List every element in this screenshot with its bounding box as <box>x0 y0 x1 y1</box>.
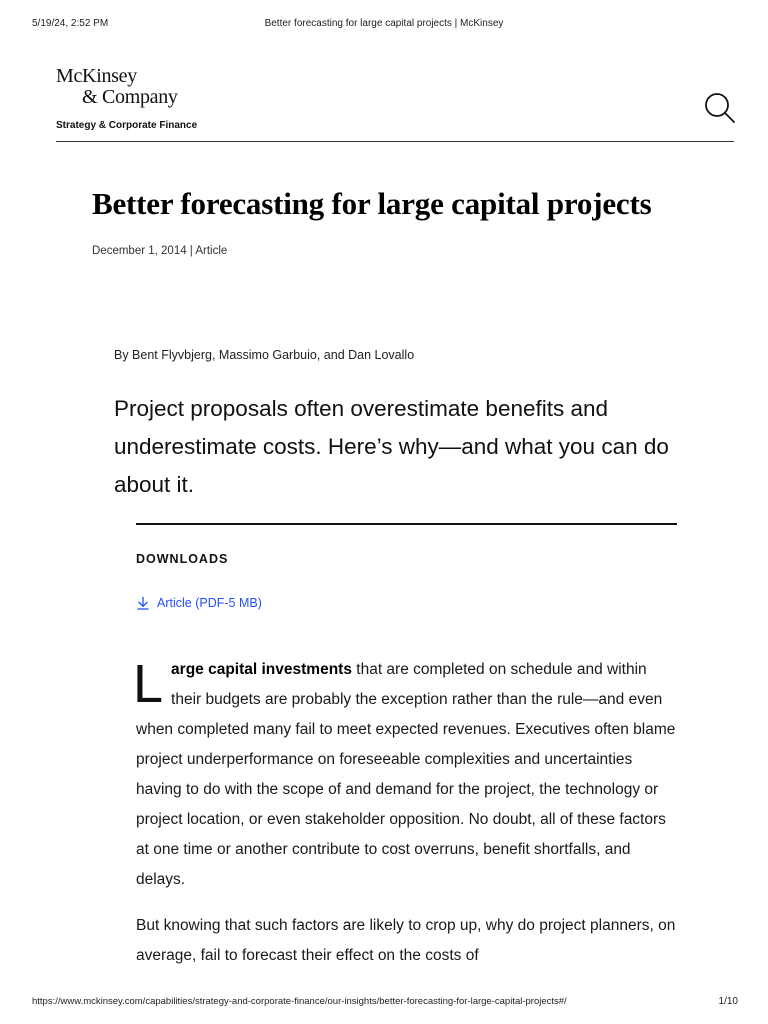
article-paragraph-1 <box>133 654 676 895</box>
section-label[interactable]: Strategy & Corporate Finance <box>56 120 198 131</box>
paragraph-1-text: that are completed on schedule and within their budgets are probably the exception rather than the rule—and even when completed many fail to meet expected revenues. Executives often blame project underperformance on foreseeable complexities and uncertainties having to do with the scope of and demand for the project, the technology or project location, or even stakeholder opposition. No doubt, all of these factors at one time or another contribute to cost overruns, benefit shortfalls, and delays. <box>136 661 676 888</box>
print-datetime: 5/19/24, 2:52 PM <box>32 18 109 29</box>
article-meta: December 1, 2014 | Article <box>92 245 228 257</box>
article-paragraph-2: But knowing that such factors are likely to crop up, why do project planners, on average, fail to forecast their effect on the costs of <box>136 917 676 964</box>
print-page-number: 1/10 <box>718 996 738 1007</box>
logo-line-2: & Company <box>82 86 178 108</box>
download-article-link[interactable] <box>136 596 262 610</box>
search-icon <box>700 90 738 126</box>
article-dek: Project proposals often overestimate benefits and underestimate costs. Here’s why—and what you can do about it. <box>114 396 669 497</box>
logo-line-1: McKinsey <box>56 65 137 87</box>
lead-in: arge capital investments <box>171 661 352 678</box>
mckinsey-logo[interactable] <box>56 66 178 108</box>
article-title: Better forecasting for large capital projects <box>92 186 652 221</box>
print-page-title: Better forecasting for large capital projects | McKinsey <box>264 18 504 29</box>
drop-cap: L <box>133 654 164 714</box>
article-byline: By Bent Flyvbjerg, Massimo Garbuio, and Dan Lovallo <box>114 348 415 362</box>
print-url: https://www.mckinsey.com/capabilities/strategy-and-corporate-finance/our-insights/better-forecasting-for-large-capital-projects#/ <box>32 996 567 1007</box>
download-link-label: Article (PDF-5 MB) <box>157 596 262 610</box>
header-divider <box>56 141 734 142</box>
downloads-label: DOWNLOADS <box>136 552 229 566</box>
search-button[interactable] <box>700 90 738 126</box>
download-arrow-icon <box>136 596 150 610</box>
dek-divider <box>136 523 677 525</box>
